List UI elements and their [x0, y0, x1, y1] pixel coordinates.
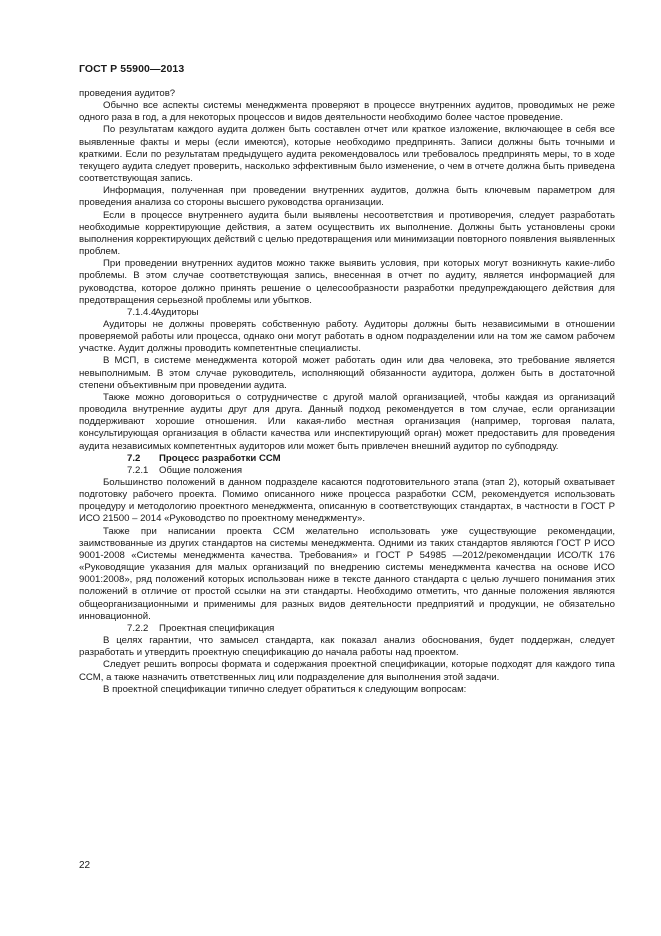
paragraph: В проектной спецификации типично следует обратиться к следующим вопросам:: [103, 683, 467, 695]
paragraph: Также можно договориться о сотрудничестве с другой малой организацией, чтобы каждая из организаций проводила внутренние аудиты друг для друга. Данный подход рекомендуется в том случае, если организации поддерживают хорошие отношения. Или какая-либо местная организация (например, торговая палата, консультирующая организация в области качества или инспектирующий орган) может предоставить для проведения аудита независимых компетентных аудиторов или может быть привлечен внешний аудитор по субподряду.: [79, 391, 615, 452]
paragraph: Если в процессе внутреннего аудита были выявлены несоответствия и противоречия, следует разработать необходимые корректирующие действия, а затем осуществить их выполнение. Должны быть установлены сроки выполнения корректирующих действий с целью предотвращения или минимизации повторного появления выявленных проблем.: [79, 209, 615, 258]
paragraph: В МСП, в системе менеджмента которой может работать один или два человека, это требование является невыполнимым. В этом случае руководитель, исполняющий обязанности аудитора, должен быть в достаточной степени объективным при проведении аудита.: [79, 355, 615, 391]
paragraph: При проведении внутренних аудитов можно также выявить условия, при которых могут возникнуть какие-либо проблемы. В этом случае соответствующая запись, внесенная в отчет по аудиту, является информацией для руководства, которое должно принять решение о целесообразности разработки предупреждающего действия для предотвращения серьезной проблемы или убытков.: [79, 258, 615, 306]
section-title: Аудиторы: [155, 306, 199, 318]
paragraph: проведения аудитов?: [79, 88, 176, 99]
section-title: Проектная спецификация: [159, 622, 275, 634]
paragraph: По результатам каждого аудита должен быть составлен отчет или краткое изложение, включающее в себя все выявленные факты и меры (если имеются), которые необходимо предпринять. Записи должны быть точными и краткими. Если по результатам предыдущего аудита рекомендовалось или требовалось предпринять меры, то в ходе текущего аудита следует проверить, насколько эффективным было изменение, о чем в отчете должна быть приведена соответствующая запись.: [79, 124, 615, 185]
section-heading-general: [79, 465, 615, 477]
section-heading-process: [79, 453, 615, 465]
section-heading-auditors: [79, 307, 615, 319]
paragraph: Следует решить вопросы формата и содержания проектной спецификации, которые подходят для каждого типа ССМ, а также назначить ответственных лиц или подразделение для выполнения этой задачи.: [79, 659, 615, 683]
section-heading-spec: [79, 623, 615, 635]
section-number: 7.1.4.4: [127, 306, 157, 318]
paragraph: Также при написании проекта ССМ желательно использовать уже существующие рекомендации, заимствованные из других стандартов на системы менеджмента. Одними из таких стандартов являются ГОСТ Р ИСО 9001-2008 «Системы менеджмента качества. Требования» и ГОСТ Р 54985 —2012/рекомендации ИСО/ТК 176 «Руководящие указания для малых организаций по внедрению системы менеджмента качества на основе ИСО 9001:2008», ряд положений которых использован ниже в тексте данного стандарта с целью лучшего понимания этих положений в отличие от простой ссылки на эти стандарты. Необходимо отметить, что данные положения являются общеорганизационными и применимы для разных видов деятельности предприятий и продукции, не обязательно инновационной.: [79, 525, 615, 622]
paragraph: Большинство положений в данном подразделе касаются подготовительного этапа (этап 2), который охватывает подготовку рабочего проекта. Помимо описанного ниже процесса разработки ССМ, рекомендуется использовать процедуру и методологию проектного менеджмента, описанную в соответствующих стандартах, в частности в ГОСТ Р ИСО 21500 – 2014 «Руководство по проектному менеджменту».: [79, 477, 615, 525]
section-number: 7.2: [127, 452, 141, 464]
paragraph: В целях гарантии, что замысел стандарта, как показал анализ обоснования, будет поддержан, следует разработать и утвердить проектную спецификацию до начала работы над проектом.: [79, 635, 615, 659]
section-number: 7.2.2: [127, 622, 149, 634]
section-title: Общие положения: [159, 464, 243, 476]
document-body: [79, 88, 615, 696]
paragraph: Информация, полученная при проведении внутренних аудитов, должна быть ключевым параметром для проведения анализа со стороны высшего руководства организации.: [79, 185, 615, 209]
section-title: Процесс разработки ССМ: [159, 452, 281, 464]
section-number: 7.2.1: [127, 464, 149, 476]
paragraph: Обычно все аспекты системы менеджмента проверяют в процессе внутренних аудитов, проводимых не реже одного раза в год, а для некоторых процессов и видов деятельности необходимо более частое проведение.: [79, 100, 615, 124]
paragraph: Аудиторы не должны проверять собственную работу. Аудиторы должны быть независимыми в отношении проверяемой работы или процесса, однако они могут работать в одном подразделении или на том же самом рабочем участке. Аудит должны проводить компетентные специалисты.: [79, 318, 615, 355]
document-code: ГОСТ Р 55900—2013: [79, 63, 185, 75]
page-number: 22: [79, 860, 91, 871]
